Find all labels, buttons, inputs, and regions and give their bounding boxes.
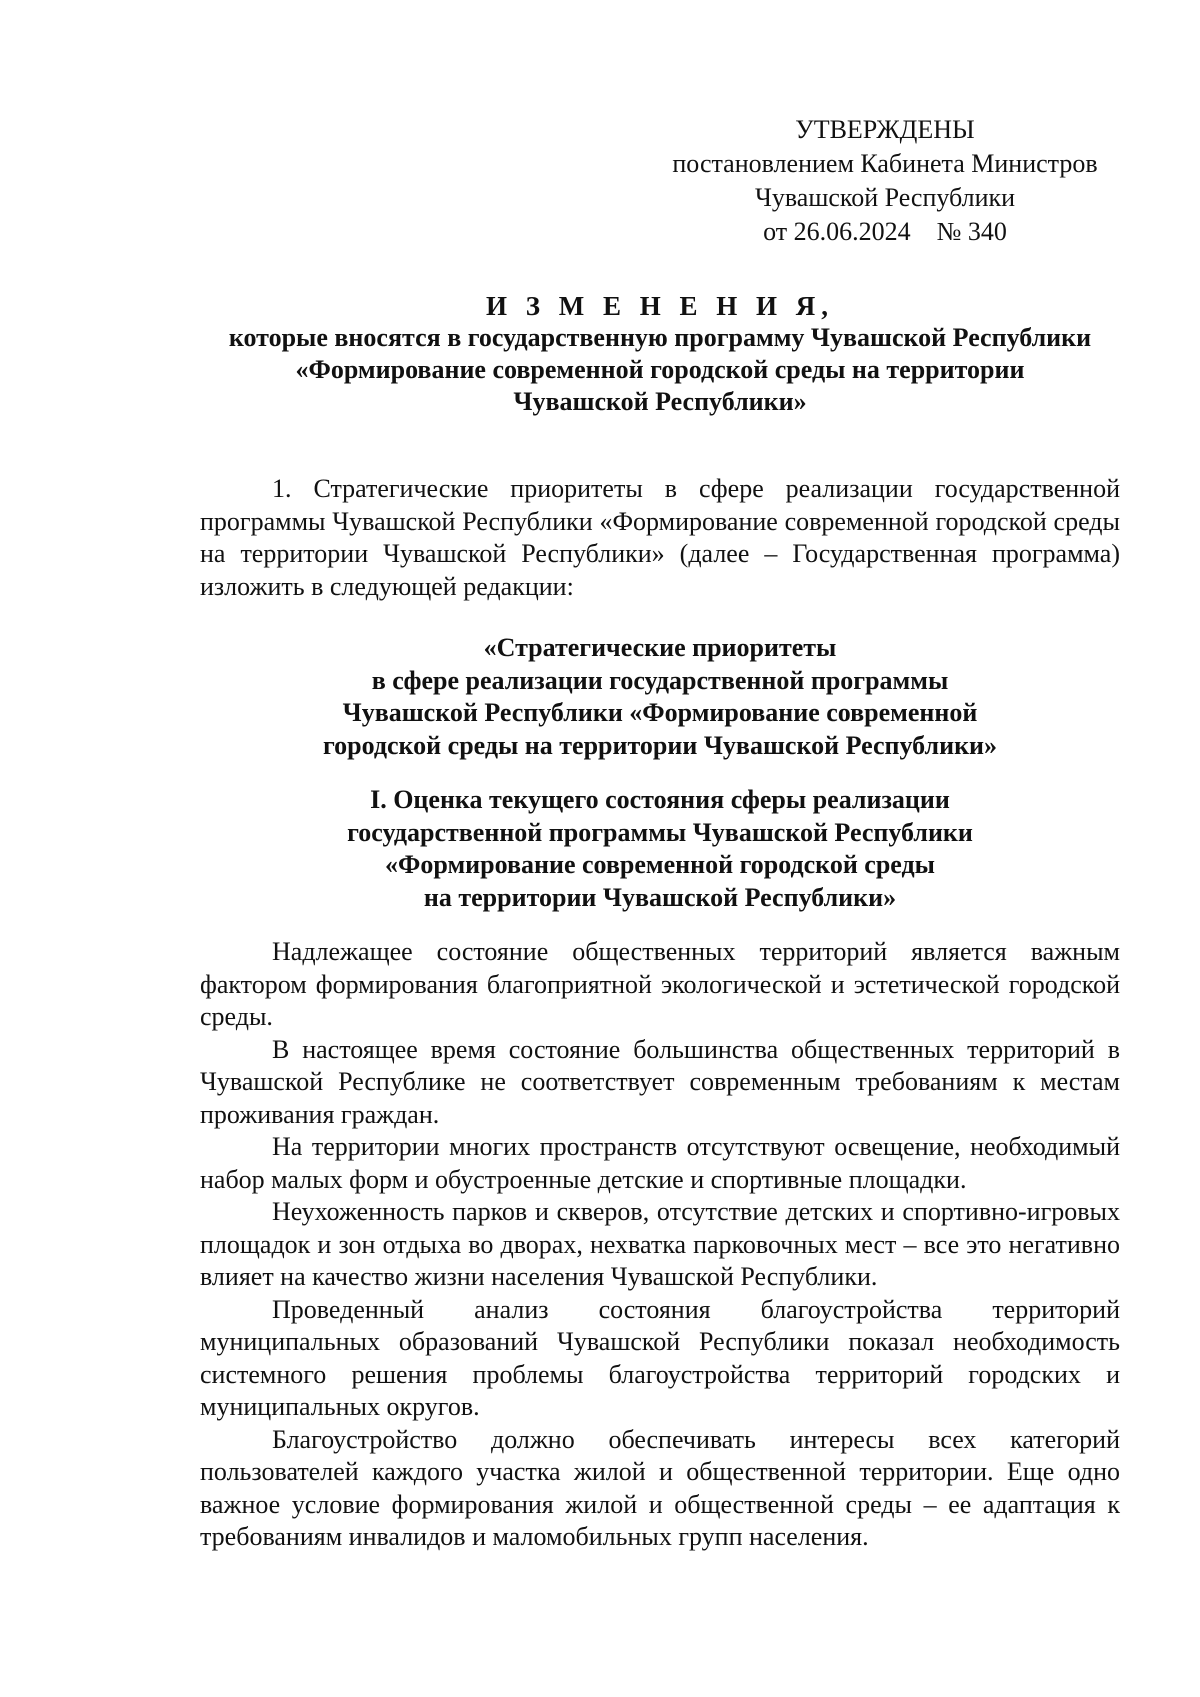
quote-heading-line-2: в сфере реализации государственной программы bbox=[371, 665, 949, 695]
title-line-3: Чувашской Республики» bbox=[513, 387, 807, 416]
section-heading-line-1: I. Оценка текущего состояния сферы реализации bbox=[370, 785, 950, 814]
approval-date-number: от 26.06.2024 № 340 bbox=[763, 217, 1007, 246]
quote-heading-line-4: городской среды на территории Чувашской Республики» bbox=[322, 730, 998, 760]
paragraph-2: Надлежащее состояние общественных территорий является важным фактором формирования благоприятной экологической и эстетической городской среды. bbox=[200, 937, 1120, 1031]
quote-heading-line-3: Чувашской Республики «Формирование современной bbox=[342, 698, 978, 727]
paragraph-3: В настоящее время состояние большинства общественных территорий в Чувашской Республике не соответствует современным требованиям к местам проживания граждан. bbox=[200, 1034, 1120, 1129]
paragraph-6: Проведенный анализ состояния благоустройства территорий муниципальных образований Чувашской Республики показал необходимость системного решения проблемы благоустройства территорий городских и муниципальных округов. bbox=[200, 1294, 1120, 1421]
section-heading-line-2: государственной программы Чувашской Республики bbox=[347, 817, 973, 847]
document-body bbox=[200, 473, 1120, 1554]
approval-issuer: постановлением Кабинета Министров bbox=[672, 149, 1098, 178]
title-main: И З М Е Н Е Н И Я, bbox=[485, 291, 834, 321]
section-heading bbox=[200, 784, 1120, 914]
section-heading-line-3: «Формирование современной городской среды bbox=[385, 850, 935, 879]
paragraph-7: Благоустройство должно обеспечивать интересы всех категорий пользователей каждого участка жилой и общественной территории. Еще одно важное условие формирования жилой и общественной среды – ее адаптация к требованиям инвалидов и маломобильных групп населения. bbox=[200, 1424, 1120, 1551]
paragraph-1: 1. Стратегические приоритеты в сфере реализации государственной программы Чувашской Республики «Формирование современной городской среды на территории Чувашской Республики» (далее – Государственная программа) изложить в следующей редакции: bbox=[200, 474, 1120, 601]
quote-heading bbox=[200, 632, 1120, 762]
title-line-2: «Формирование современной городской среды на территории bbox=[295, 355, 1025, 384]
paragraph-5: Неухоженность парков и скверов, отсутствие детских и спортивно-игровых площадок и зон отдыха во дворах, нехватка парковочных мест – все это негативно влияет на качество жизни населения Чувашской Республики. bbox=[200, 1197, 1120, 1291]
title-line-1: которые вносятся в государственную программу Чувашской Республики bbox=[228, 323, 1092, 352]
quote-heading-line-1: «Стратегические приоритеты bbox=[483, 633, 837, 662]
document-title bbox=[180, 290, 1140, 418]
paragraph-4: На территории многих пространств отсутствуют освещение, необходимый набор малых форм и обустроенные детские и спортивные площадки. bbox=[200, 1132, 1120, 1194]
approval-stamp bbox=[650, 113, 1120, 249]
approval-title: УТВЕРЖДЕНЫ bbox=[795, 115, 975, 144]
section-heading-line-4: на территории Чувашской Республики» bbox=[423, 882, 897, 912]
approval-republic: Чувашской Республики bbox=[754, 183, 1016, 212]
